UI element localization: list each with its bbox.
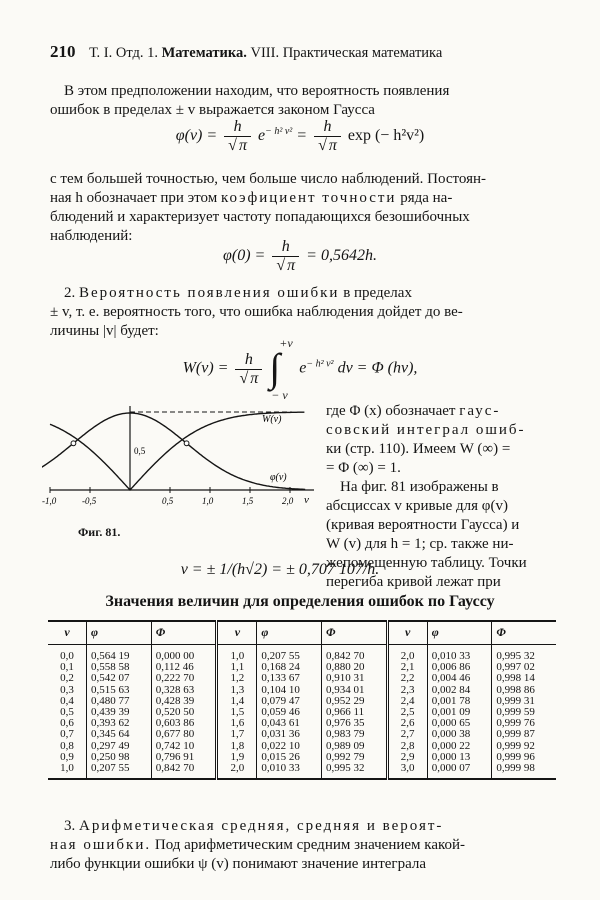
table-cell: 0,934 01 — [326, 683, 365, 696]
fig-text-6: абсциссах v кривые для φ(v) — [326, 498, 508, 514]
table-cell: 0,000 13 — [431, 750, 471, 763]
table-body-row — [48, 645, 556, 780]
table-cell: 0,8 — [60, 739, 74, 752]
x-tick-label: 0,5 — [162, 496, 174, 506]
gauss-den-2: π — [328, 137, 337, 154]
table-cell: 0,000 22 — [431, 739, 471, 752]
table-cell: 0,250 98 — [91, 750, 130, 763]
section3-title-b: ная ошибки. — [50, 837, 152, 853]
table-cell: 0,168 24 — [261, 661, 300, 674]
figure-81-plot — [42, 398, 320, 520]
table-cell: 0,010 33 — [261, 762, 300, 775]
table-cell: 1,7 — [230, 728, 245, 741]
table-cell: 0,966 11 — [326, 706, 365, 719]
col-header: v — [48, 621, 87, 645]
table-cell: 0,5 — [60, 706, 74, 719]
running-header — [50, 42, 570, 62]
gauss-lhs: φ(v) = — [175, 127, 218, 145]
table-cell: 0,564 19 — [91, 650, 130, 662]
table-cell: 0,1 — [60, 661, 74, 674]
col-header: Φ — [322, 621, 388, 645]
phi0-formula — [50, 238, 550, 275]
section3-heading — [64, 817, 556, 836]
para1-text-b: ряда на- — [400, 190, 453, 206]
table-cell: 0,520 50 — [155, 706, 195, 719]
gauss-eq: = — [296, 127, 308, 145]
table-cell: 0,952 29 — [326, 694, 365, 707]
w-num: h — [235, 351, 262, 370]
table-cell: 1,0 — [230, 650, 245, 662]
fig-text-1a: где Φ (x) обозначает — [326, 403, 456, 419]
col-header: Φ — [492, 621, 556, 645]
table-column — [492, 645, 556, 780]
x-tick-label: 2,0 — [282, 496, 294, 506]
table-cell: 0,2 — [60, 672, 74, 685]
inflection-point-left — [71, 441, 76, 446]
x-tick-label: 1,5 — [242, 496, 254, 506]
table-cell: 0,999 87 — [496, 728, 535, 741]
col-header: φ — [87, 621, 152, 645]
section2-number: 2. — [64, 285, 76, 301]
table-cell: 0,796 91 — [155, 750, 195, 763]
table-cell: 2,0 — [230, 762, 245, 775]
fig-text-1b: гаус- — [459, 403, 501, 419]
fig-text-8: W (v) для h = 1; ср. также ни- — [326, 536, 514, 552]
table-cell: 1,1 — [230, 661, 245, 674]
w-lhs: W(v) = — [182, 359, 229, 377]
table-cell: 0,428 39 — [155, 694, 195, 707]
table-cell: 0,999 92 — [496, 739, 535, 752]
table-cell: 1,8 — [230, 739, 245, 752]
table-cell: 0,603 86 — [155, 717, 195, 730]
table-cell: 1,4 — [230, 694, 245, 707]
table-cell: 0,345 64 — [91, 728, 130, 741]
table-cell: 0,742 10 — [155, 739, 195, 752]
table-cell: 1,0 — [60, 762, 74, 775]
table-cell: 0,001 78 — [431, 694, 471, 707]
table-cell: 2,8 — [400, 739, 415, 752]
table-cell: 0,999 76 — [496, 717, 535, 730]
fig-text-10: перегиба кривой лежат при — [326, 574, 501, 590]
section3-line-3: либо функции ошибки ψ (v) понимают значение интеграла — [50, 856, 427, 872]
table-cell: 0,989 09 — [326, 739, 365, 752]
section2-title: Вероятность появления ошибки — [79, 285, 340, 301]
gauss-formula — [50, 118, 550, 155]
x-tick-label: 1,0 — [202, 496, 214, 506]
table-title: Значения величин для определения ошибок по Гауссу — [105, 593, 495, 610]
table-header-row — [48, 621, 556, 645]
col-header: φ — [427, 621, 492, 645]
gauss-num-2: h — [314, 118, 341, 137]
table-cell: 0,010 33 — [431, 650, 471, 662]
header-part: Т. I. Отд. 1. — [89, 45, 158, 61]
table-cell: 1,2 — [230, 672, 245, 685]
para1-line-2 — [50, 189, 555, 208]
section3-tail: Под арифметическим средним значением какой- — [154, 837, 466, 853]
table-cell: 0,000 65 — [431, 717, 471, 730]
table-cell: 0,079 47 — [261, 694, 300, 707]
table-column — [322, 645, 388, 780]
para1-line-1: с тем большей точностью, чем больше число наблюдений. Постоян- — [50, 171, 487, 187]
col-header: v — [387, 621, 427, 645]
table-column — [427, 645, 492, 780]
phi0-fraction: $\frac{h}{√ \pi}$ — [272, 238, 299, 275]
table-cell: 0,983 79 — [326, 728, 365, 741]
table-cell: 0,995 32 — [496, 650, 535, 662]
table-cell: 0,992 79 — [326, 750, 365, 763]
table-cell: 2,6 — [400, 717, 415, 730]
table-cell: 0,133 67 — [261, 672, 300, 685]
section3-number: 3. — [64, 818, 76, 834]
table-cell: 0,207 55 — [91, 762, 130, 775]
table-cell: 0,0 — [60, 650, 74, 662]
gauss-fraction-1: $\frac{h}{√ \pi}$ — [224, 118, 251, 155]
table-cell: 0,439 39 — [91, 706, 130, 719]
table-cell: 0,998 86 — [496, 683, 535, 696]
table-cell: 0,515 63 — [91, 683, 130, 696]
table-cell: 2,0 — [400, 650, 415, 662]
figure-caption: Фиг. 81. — [78, 525, 121, 539]
gauss-exp-tail: exp (− h²v²) — [347, 127, 425, 145]
table-cell: 2,5 — [400, 706, 415, 719]
term-precision-coefficient: коэфициент точности — [220, 190, 397, 206]
table-cell: 0,997 02 — [496, 661, 535, 674]
integral-lower: − v — [271, 388, 288, 402]
para1-text-a: ная h обозначает при этом — [50, 190, 218, 206]
phi0-lhs: φ(0) = — [223, 247, 266, 265]
fig-text-2: совский интеграл ошиб- — [326, 422, 526, 438]
table-column — [48, 645, 87, 780]
table-column — [151, 645, 217, 780]
table-cell: 0,001 09 — [431, 706, 471, 719]
table-cell: 0,022 10 — [261, 739, 300, 752]
integral-upper: +v — [279, 336, 293, 350]
table-column — [217, 645, 257, 780]
phi0-num: h — [272, 238, 299, 257]
table-cell: 0,297 49 — [91, 739, 130, 752]
fig-text-3: ки (стр. 110). Имеем W (∞) = — [326, 441, 511, 457]
table-cell: 0,328 63 — [155, 683, 195, 696]
para1-line-3: блюдений и характеризует частоту попадающихся безошибочных — [50, 209, 470, 225]
table-cell: 0,222 70 — [155, 672, 195, 685]
gauss-fraction-2: $\frac{h}{√ \pi}$ — [314, 118, 341, 155]
label-phi: φ(v) — [270, 472, 287, 483]
x-axis-label: v — [304, 494, 309, 506]
gauss-values-table — [48, 620, 556, 780]
table-cell: 0,002 84 — [431, 683, 471, 696]
w-den: π — [250, 369, 259, 387]
table-cell: 0,207 55 — [261, 650, 300, 662]
table-cell: 0,000 00 — [155, 650, 195, 662]
fig-text-9: жепомещенную таблицу. Точки — [326, 555, 527, 571]
w-formula — [50, 330, 550, 402]
section2-line-2: ± v, т. е. вероятность того, что ошибка наблюдения дойдет до ве- — [50, 304, 463, 320]
table-cell: 0,006 86 — [431, 661, 471, 674]
label-half: 0,5 — [134, 446, 146, 456]
table-cell: 0,910 31 — [326, 672, 365, 685]
table-cell: 2,4 — [400, 694, 415, 707]
section2-heading — [64, 284, 556, 303]
table-cell: 0,999 59 — [496, 706, 535, 719]
w-fraction: $\frac{h}{√ \pi}$ — [235, 351, 262, 388]
table-column — [387, 645, 427, 780]
inflection-formula: v = ± 1/(h√2) = ± 0,707 107/h. — [180, 561, 380, 578]
col-header: Φ — [151, 621, 217, 645]
table-column — [257, 645, 322, 780]
phi0-rhs: = 0,5642h. — [306, 247, 377, 265]
table-column — [87, 645, 152, 780]
fig-text-5: На фиг. 81 изображены в — [340, 479, 499, 495]
table-cell: 0,842 70 — [326, 650, 365, 662]
table-cell: 0,999 31 — [496, 694, 535, 707]
table-cell: 0,043 61 — [261, 717, 300, 730]
gauss-exp-base: e — [257, 127, 266, 145]
header-chapter: VIII. Практическая математика — [250, 45, 443, 61]
table-cell: 0,999 98 — [496, 762, 535, 775]
table-cell: 0,031 36 — [261, 728, 300, 741]
table-cell: 0,112 46 — [155, 661, 194, 674]
intro-line-1: В этом предположении находим, что вероятность появления — [64, 83, 450, 99]
table-cell: 0,015 26 — [261, 750, 300, 763]
table-cell: 2,7 — [400, 728, 415, 741]
table-cell: 0,004 46 — [431, 672, 471, 685]
para1-line-4: наблюдений: — [50, 228, 133, 244]
section3-title-a: Арифметическая средняя, средняя и вероят- — [79, 818, 444, 834]
table-cell: 0,976 35 — [326, 717, 365, 730]
integral-sign: +v ∫ − v — [269, 336, 293, 402]
intro-line-2: ошибок в пределах ± v выражается законом Гаусса — [50, 102, 375, 118]
fig-text-7: (кривая вероятности Гаусса) и — [326, 517, 520, 533]
table-cell: 3,0 — [400, 762, 415, 775]
table-cell: 0,059 46 — [261, 706, 300, 719]
col-header: v — [217, 621, 257, 645]
table-cell: 1,5 — [230, 706, 245, 719]
table-cell: 0,542 07 — [91, 672, 130, 685]
w-power: − h² v² — [306, 358, 334, 370]
label-w: W(v) — [262, 414, 282, 425]
table-cell: 0,998 14 — [496, 672, 535, 685]
table-cell: 2,2 — [400, 672, 415, 685]
table-cell: 0,000 38 — [431, 728, 471, 741]
table-cell: 1,6 — [230, 717, 245, 730]
w-integrand: e — [299, 359, 307, 377]
table-cell: 2,3 — [400, 683, 415, 696]
section2-tail: в пределах — [343, 285, 412, 301]
table-cell: 0,3 — [60, 683, 74, 696]
header-section: Математика. — [161, 45, 247, 61]
table-cell: 0,393 62 — [91, 717, 130, 730]
gauss-den-1: π — [238, 137, 247, 154]
inflection-point-right — [184, 441, 189, 446]
x-tick-label: -0,5 — [82, 496, 97, 506]
table-cell: 0,480 77 — [91, 694, 130, 707]
table-cell: 0,995 32 — [326, 762, 365, 775]
gauss-exp-power: − h² v² — [265, 125, 293, 137]
table-cell: 2,9 — [400, 750, 415, 763]
fig-text-4: = Φ (∞) = 1. — [326, 460, 401, 476]
section2-line-3: личины |v| будет: — [50, 323, 159, 339]
page-number: 210 — [50, 42, 76, 61]
table-cell: 0,104 10 — [261, 683, 300, 696]
gauss-num-1: h — [224, 118, 251, 137]
table-cell: 2,1 — [400, 661, 415, 674]
table-cell: 0,000 07 — [431, 762, 471, 775]
w-tail: dv = Φ (hv), — [337, 359, 418, 377]
col-header: φ — [257, 621, 322, 645]
table-cell: 1,9 — [230, 750, 245, 763]
table-cell: 0,6 — [60, 717, 74, 730]
table-cell: 0,677 80 — [155, 728, 195, 741]
table-cell: 0,842 70 — [155, 762, 195, 775]
x-tick-label: -1,0 — [42, 496, 57, 506]
table-cell: 1,3 — [230, 683, 245, 696]
table-cell: 0,7 — [60, 728, 74, 741]
fig-text-1 — [326, 402, 558, 421]
phi0-den: π — [287, 257, 296, 274]
table-cell: 0,9 — [60, 750, 74, 763]
section3-line-2 — [50, 836, 555, 855]
table-cell: 0,999 96 — [496, 750, 535, 763]
table-cell: 0,880 20 — [326, 661, 365, 674]
table-cell: 0,4 — [60, 694, 74, 707]
table-cell: 0,558 58 — [91, 661, 130, 674]
